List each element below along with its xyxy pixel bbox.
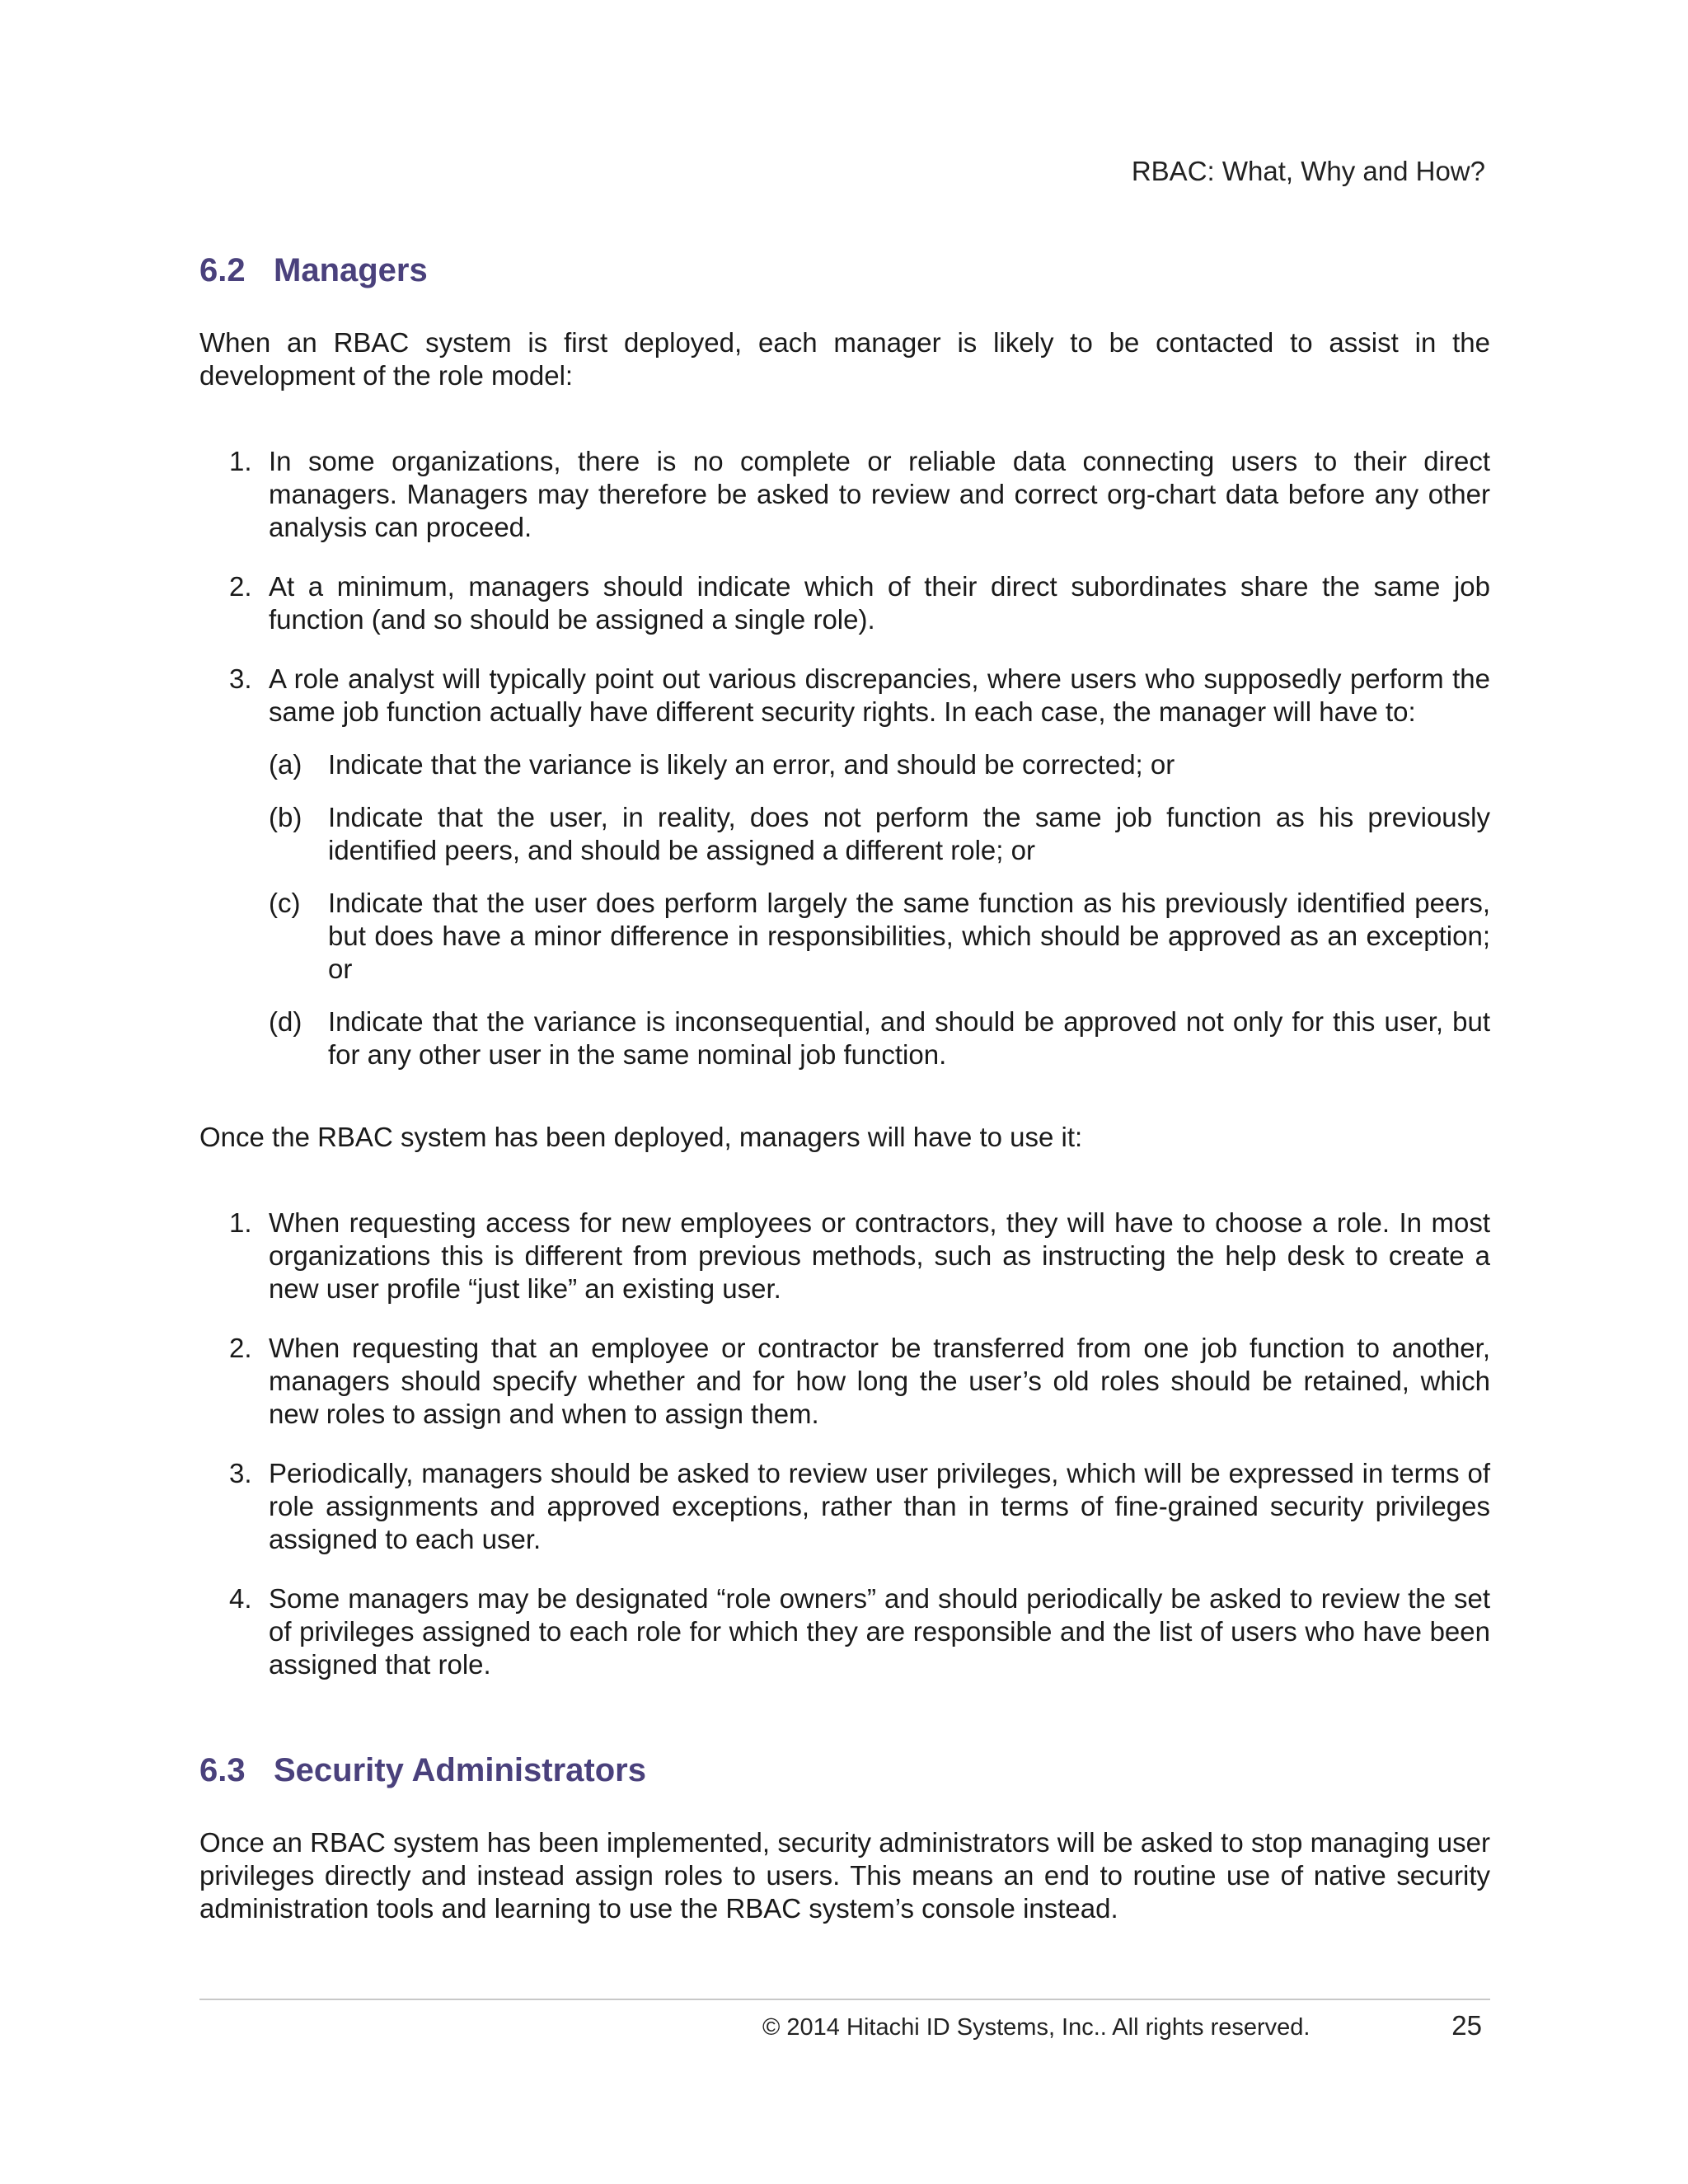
section-heading-managers (199, 247, 1490, 293)
paragraph-after-deploy: Once the RBAC system has been deployed, managers will have to use it: (199, 1122, 1083, 1152)
sublist-item-text: Indicate that the variance is inconsequential, and should be approved not only for this user, but for any other user in the same nominal job function. (328, 1006, 1490, 1070)
list-item (199, 1207, 1490, 1305)
list-item-text: Some managers may be designated “role owners” and should periodically be asked to review the set of privileges assigned to each role for which they are responsible and the list of users who have been assigned that role. (269, 1583, 1490, 1680)
list-item-text: When requesting access for new employees or contractors, they will have to choose a role. In most organizations this is different from previous methods, such as instructing the help desk to create a new user profile “just like” an existing user. (269, 1207, 1490, 1304)
paragraph-intro: When an RBAC system is first deployed, each manager is likely to be contacted to assist in the development of the role model: (199, 327, 1490, 391)
list-item-text: In some organizations, there is no complete or reliable data connecting users to their direct managers. Managers may therefore be asked to review and correct org-chart data before any other analysis can proceed. (269, 446, 1490, 542)
sublist-item-text: Indicate that the user does perform largely the same function as his previously identified peers, but does have a minor difference in responsibilities, which should be approved as an exception; or (328, 888, 1490, 984)
list-manager-usage (199, 1207, 1490, 1681)
section-number: 6.2 (199, 252, 246, 288)
sublist-item (269, 801, 1490, 867)
list-item (199, 1457, 1490, 1556)
sublist-item (269, 887, 1490, 986)
section-number: 6.3 (199, 1752, 246, 1788)
list-item-text: Periodically, managers should be asked to review user privileges, which will be expressed in terms of role assignments and approved exceptions, rather than in terms of fine-grained security privileges assigned to each user. (269, 1458, 1490, 1554)
sublist-manager-options (269, 748, 1490, 1071)
footer-copyright: © 2014 Hitachi ID Systems, Inc.. All rights reserved. (762, 2014, 1311, 2041)
list-item-text: A role analyst will typically point out various discrepancies, where users who supposedly perform the same job function actually have different security rights. In each case, the manager will have to: (269, 663, 1490, 727)
section-title: Managers (274, 252, 428, 288)
list-item-text: At a minimum, managers should indicate which of their direct subordinates share the same job function (and so should be assigned a single role). (269, 571, 1490, 635)
sublist-marker: (d) (269, 1006, 302, 1037)
list-item (199, 663, 1490, 1071)
list-item (199, 445, 1490, 544)
list-marker: 3. (229, 663, 252, 694)
footer-divider (199, 1999, 1490, 2000)
section-heading-security-administrators (199, 1747, 1490, 1793)
page-number: 25 (1451, 2010, 1482, 2041)
list-marker: 4. (229, 1583, 252, 1614)
list-marker: 1. (229, 1207, 252, 1238)
paragraph-security-admins: Once an RBAC system has been implemented, security administrators will be asked to stop managing user privileges directly and instead assign roles to users. This means an end to routine use of native security administration tools and learning to use the RBAC system’s console instead. (199, 1827, 1490, 1924)
sublist-item (269, 1005, 1490, 1071)
list-item (199, 1582, 1490, 1681)
page-content (199, 247, 1490, 1925)
list-item (199, 1332, 1490, 1431)
section-title: Security Administrators (274, 1752, 646, 1788)
sublist-marker: (b) (269, 802, 302, 832)
sublist-item (269, 748, 1490, 781)
running-header: RBAC: What, Why and How? (1131, 156, 1485, 186)
sublist-item-text: Indicate that the user, in reality, does not perform the same job function as his previously identified peers, and should be assigned a different role; or (328, 802, 1490, 865)
list-marker: 1. (229, 446, 252, 476)
list-item (199, 570, 1490, 636)
list-marker: 3. (229, 1458, 252, 1488)
sublist-item-text: Indicate that the variance is likely an error, and should be corrected; or (328, 749, 1175, 780)
sublist-marker: (c) (269, 888, 301, 918)
list-marker: 2. (229, 1333, 252, 1363)
list-development-tasks (199, 445, 1490, 1071)
list-item-text: When requesting that an employee or contractor be transferred from one job function to another, managers should specify whether and for how long the user’s old roles should be retained, which new roles to assign and when to assign them. (269, 1333, 1490, 1429)
list-marker: 2. (229, 571, 252, 602)
sublist-marker: (a) (269, 749, 302, 780)
